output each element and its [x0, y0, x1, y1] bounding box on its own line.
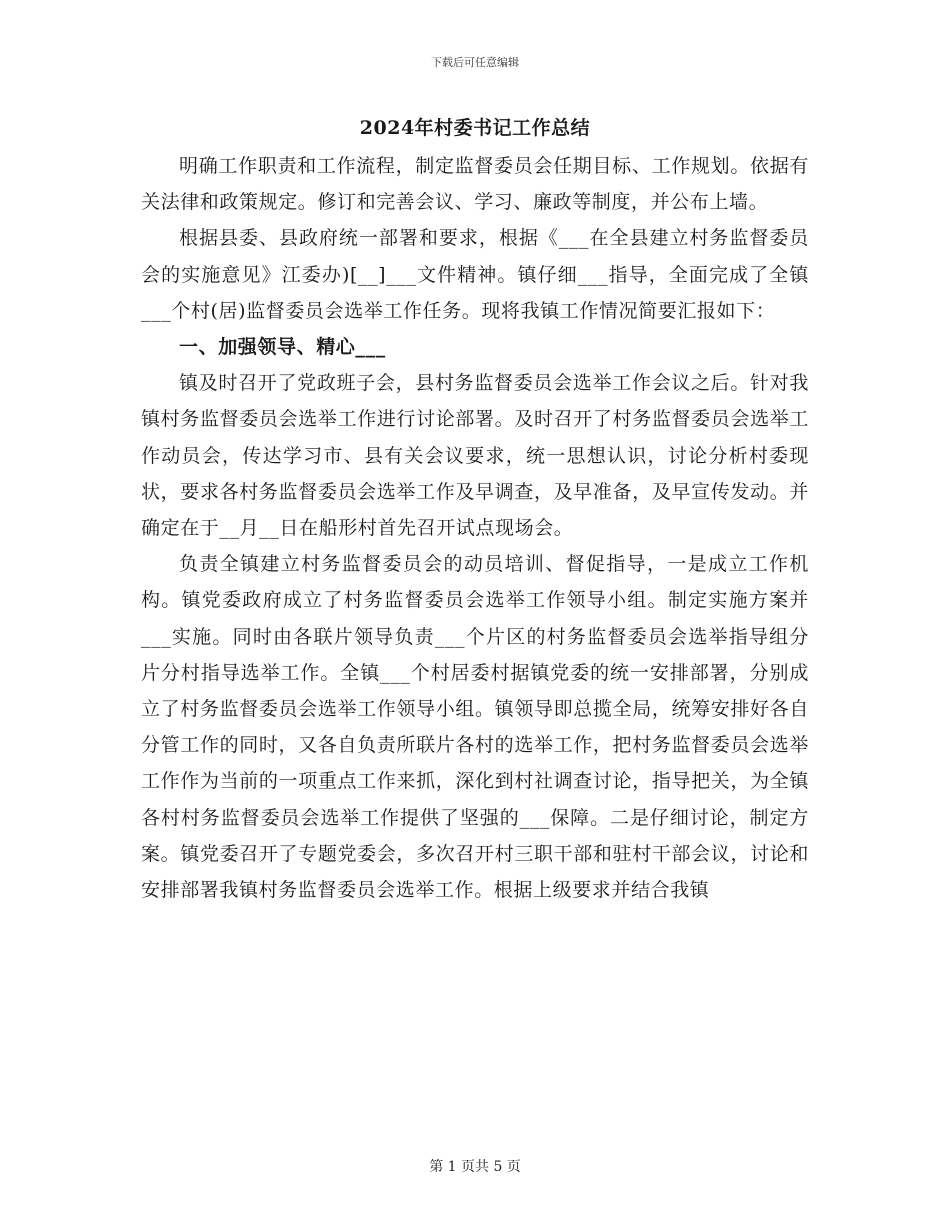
paragraph-1: 明确工作职责和工作流程，制定监督委员会任期目标、工作规划。依据有关法律和政策规定。修订和完善会议、学习、廉政等制度，并公布上墙。 [141, 155, 809, 214]
header-note: 下载后可任意编辑 [431, 56, 519, 69]
document-body [141, 148, 809, 908]
page-footer: 第 1 页共 5 页 [429, 1159, 521, 1175]
paragraph-3: 镇及时召开了党政班子会，县村务监督委员会选举工作会议之后。针对我镇村务监督委员会选举工作进行讨论部署。及时召开了村务监督委员会选举工作动员会，传达学习市、县有关会议要求，统一思想认识，讨论分析村委现状，要求各村务监督委员会选举工作及早调查，及早准备，及早宣传发动。并确定在于__月__日在船形村首先召开试点现场会。 [141, 372, 809, 540]
paragraph-2: 根据县委、县政府统一部署和要求，根据《___在全县建立村务监督委员会的实施意见》江委办)[__]___文件精神。镇仔细___指导，全面完成了全镇___个村(居)监督委员会选举工作任务。现将我镇工作情况简要汇报如下： [141, 227, 809, 322]
paragraph-4: 负责全镇建立村务监督委员会的动员培训、督促指导，一是成立工作机构。镇党委政府成立了村务监督委员会选举工作领导小组。制定实施方案并___实施。同时由各联片领导负责___个片区的村务监督委员会选举指导组分片分村指导选举工作。全镇___个村居委村据镇党委的统一安排部署，分别成立了村务监督委员会选举工作领导小组。镇领导即总揽全局，统筹安排好各自分管工作的同时，又各自负责所联片各村的选举工作，把村务监督委员会选举工作作为当前的一项重点工作来抓，深化到村社调查讨论，指导把关，为全镇各村村务监督委员会选举工作提供了坚强的___保障。二是仔细讨论，制定方案。镇党委召开了专题党委会，多次召开村三职干部和驻村干部会议，讨论和安排部署我镇村务监督委员会选举工作。根据上级要求并结合我镇 [141, 553, 809, 902]
document-title: 2024年村委书记工作总结 [359, 117, 591, 139]
section-heading-1: 一、加强领导、精心___ [179, 336, 386, 359]
